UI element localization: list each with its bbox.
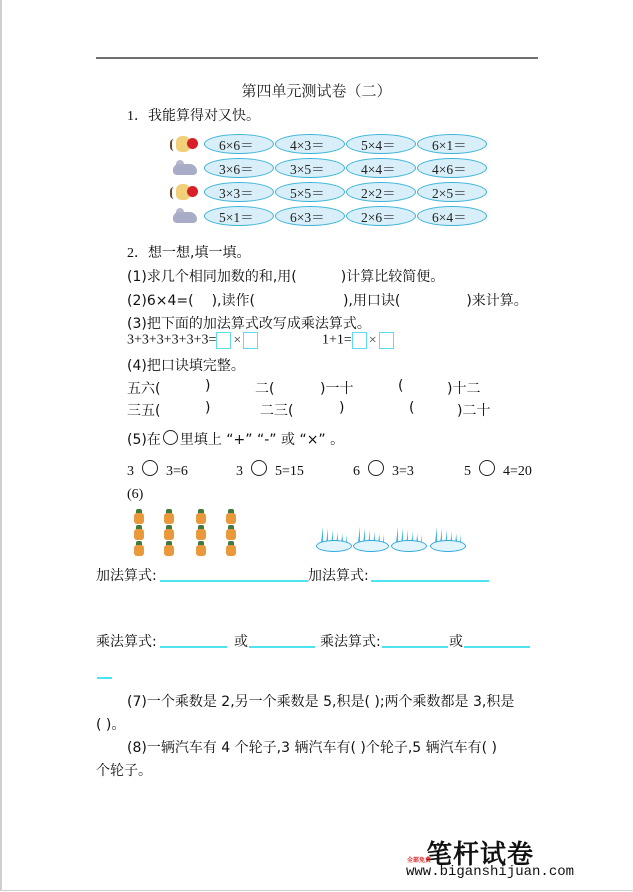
- koujue-prefix: 二三(: [260, 403, 294, 419]
- answer-box[interactable]: [243, 332, 258, 349]
- drill-item: 6×4＝: [417, 206, 487, 226]
- page-title: 第四单元测试卷（二）: [241, 82, 392, 100]
- operator-circle[interactable]: [251, 460, 267, 476]
- koujue-prefix: (: [409, 400, 415, 416]
- drill-item: 5×4＝: [346, 134, 416, 154]
- drill-row: [170, 205, 488, 227]
- drill-item: 3×6＝: [204, 158, 274, 178]
- drill-item: 3×5＝: [275, 158, 345, 178]
- koujue-suffix: ): [205, 378, 211, 394]
- carrot-plate-icon: [353, 522, 389, 552]
- drill-row: [170, 133, 488, 155]
- q2-part2: (2)6×4=( ),读作( ),用口诀( )来计算。: [127, 293, 528, 309]
- carrot-plate-icon: [430, 522, 466, 552]
- q2-part3-eq2: 1+1= ×: [322, 332, 394, 349]
- pineapple-icon: [134, 541, 144, 556]
- q2-part4-text: (4)把口诀填完整。: [127, 358, 245, 374]
- operator-circle[interactable]: [142, 460, 158, 476]
- pineapple-icon: [134, 509, 144, 524]
- koujue-prefix: (: [398, 378, 404, 394]
- drill-item: 2×2＝: [346, 182, 416, 202]
- q2-part3-text: (3)把下面的加法算式改写成乘法算式。: [127, 316, 371, 332]
- drill-item: 2×6＝: [346, 206, 416, 226]
- carrot-plate-icon: [391, 522, 427, 552]
- cat-icon: [170, 133, 200, 155]
- drill-item: 3×3＝: [204, 182, 274, 202]
- operator-circle[interactable]: [368, 460, 384, 476]
- drill-item: 2×5＝: [417, 182, 487, 202]
- koujue-suffix: )十二: [447, 381, 481, 397]
- answer-line-mul-1[interactable]: [160, 646, 227, 648]
- drill-item: 5×1＝: [204, 206, 274, 226]
- or-label-1: 或: [234, 634, 248, 650]
- q1-heading: 1．我能算得对又快。: [127, 108, 260, 124]
- drill-item: 5×5＝: [275, 182, 345, 202]
- add-label-2: 加法算式:: [308, 568, 369, 584]
- pineapple-icon: [164, 509, 174, 524]
- koujue-prefix: 二(: [255, 381, 275, 397]
- pineapple-icon: [226, 541, 236, 556]
- operator-item: 3 3=6: [127, 460, 188, 480]
- answer-line-add-1[interactable]: [160, 580, 308, 582]
- answer-line-mul-2[interactable]: [382, 646, 448, 648]
- q2-part8-line1: (8)一辆汽车有 4 个轮子,3 辆汽车有( )个轮子,5 辆汽车有( ): [127, 740, 498, 756]
- mouse-icon: [170, 157, 200, 179]
- cat-icon: [170, 181, 200, 203]
- q2-part6-label: (6): [127, 487, 144, 502]
- free-tag: 全部免费: [407, 857, 432, 864]
- drill-item: 6×6＝: [204, 134, 274, 154]
- drill-row: [170, 157, 488, 179]
- drill-item: 6×1＝: [417, 134, 487, 154]
- q2-part8-line2: 个轮子。: [96, 763, 152, 779]
- mouse-icon: [170, 205, 200, 227]
- drill-row: [170, 181, 488, 203]
- answer-line-wrap[interactable]: [97, 677, 112, 679]
- operator-item: 6 3=3: [353, 460, 414, 480]
- brand-url: www.biganshijuan.com: [406, 864, 575, 880]
- pineapple-icon: [226, 509, 236, 524]
- carrot-plate-icon: [316, 522, 352, 552]
- add-label-1: 加法算式:: [96, 568, 157, 584]
- operator-circle[interactable]: [479, 460, 495, 476]
- koujue-suffix: ): [339, 400, 345, 416]
- q2-part7-line1: (7)一个乘数是 2,另一个乘数是 5,积是( );两个乘数都是 3,积是: [127, 694, 515, 710]
- q2-part1: (1)求几个相同加数的和,用( )计算比较简便。: [127, 269, 445, 285]
- drill-item: 4×4＝: [346, 158, 416, 178]
- answer-box[interactable]: [216, 332, 231, 349]
- koujue-suffix: )二十: [457, 403, 491, 419]
- pineapple-icon: [134, 525, 144, 540]
- circle-icon: [163, 430, 178, 445]
- pineapple-icon: [226, 525, 236, 540]
- koujue-suffix: )一十: [320, 381, 354, 397]
- mul-label-2: 乘法算式:: [320, 634, 381, 650]
- answer-box[interactable]: [352, 332, 367, 349]
- pineapple-icon: [196, 509, 206, 524]
- pineapple-icon: [196, 525, 206, 540]
- pineapple-icon: [164, 525, 174, 540]
- or-label-2: 或: [449, 634, 463, 650]
- answer-box[interactable]: [379, 332, 394, 349]
- koujue-prefix: 五六(: [127, 381, 161, 397]
- q2-part7-line2: ( )。: [96, 717, 126, 733]
- koujue-suffix: ): [205, 400, 211, 416]
- mul-label-1: 乘法算式:: [96, 634, 157, 650]
- operator-item: 3 5=15: [236, 460, 304, 480]
- answer-line-mul-2b[interactable]: [464, 646, 530, 648]
- answer-line-mul-1b[interactable]: [249, 646, 315, 648]
- answer-line-add-2[interactable]: [371, 580, 489, 582]
- drill-item: 6×3＝: [275, 206, 345, 226]
- q2-part5-text: (5)在 里填上 “+” “-” 或 “×” 。: [127, 432, 345, 448]
- drill-item: 4×3＝: [275, 134, 345, 154]
- q2-part3-eq1: 3+3+3+3+3+3= ×: [127, 332, 258, 349]
- operator-item: 5 4=20: [464, 460, 532, 480]
- pineapple-icon: [164, 541, 174, 556]
- q2-heading: 2．想一想,填一填。: [127, 245, 251, 261]
- brand-logo: 笔杆试卷: [426, 840, 535, 870]
- drill-item: 4×6＝: [417, 158, 487, 178]
- pineapple-icon: [196, 541, 206, 556]
- header-rule: [96, 57, 538, 59]
- koujue-prefix: 三五(: [127, 403, 161, 419]
